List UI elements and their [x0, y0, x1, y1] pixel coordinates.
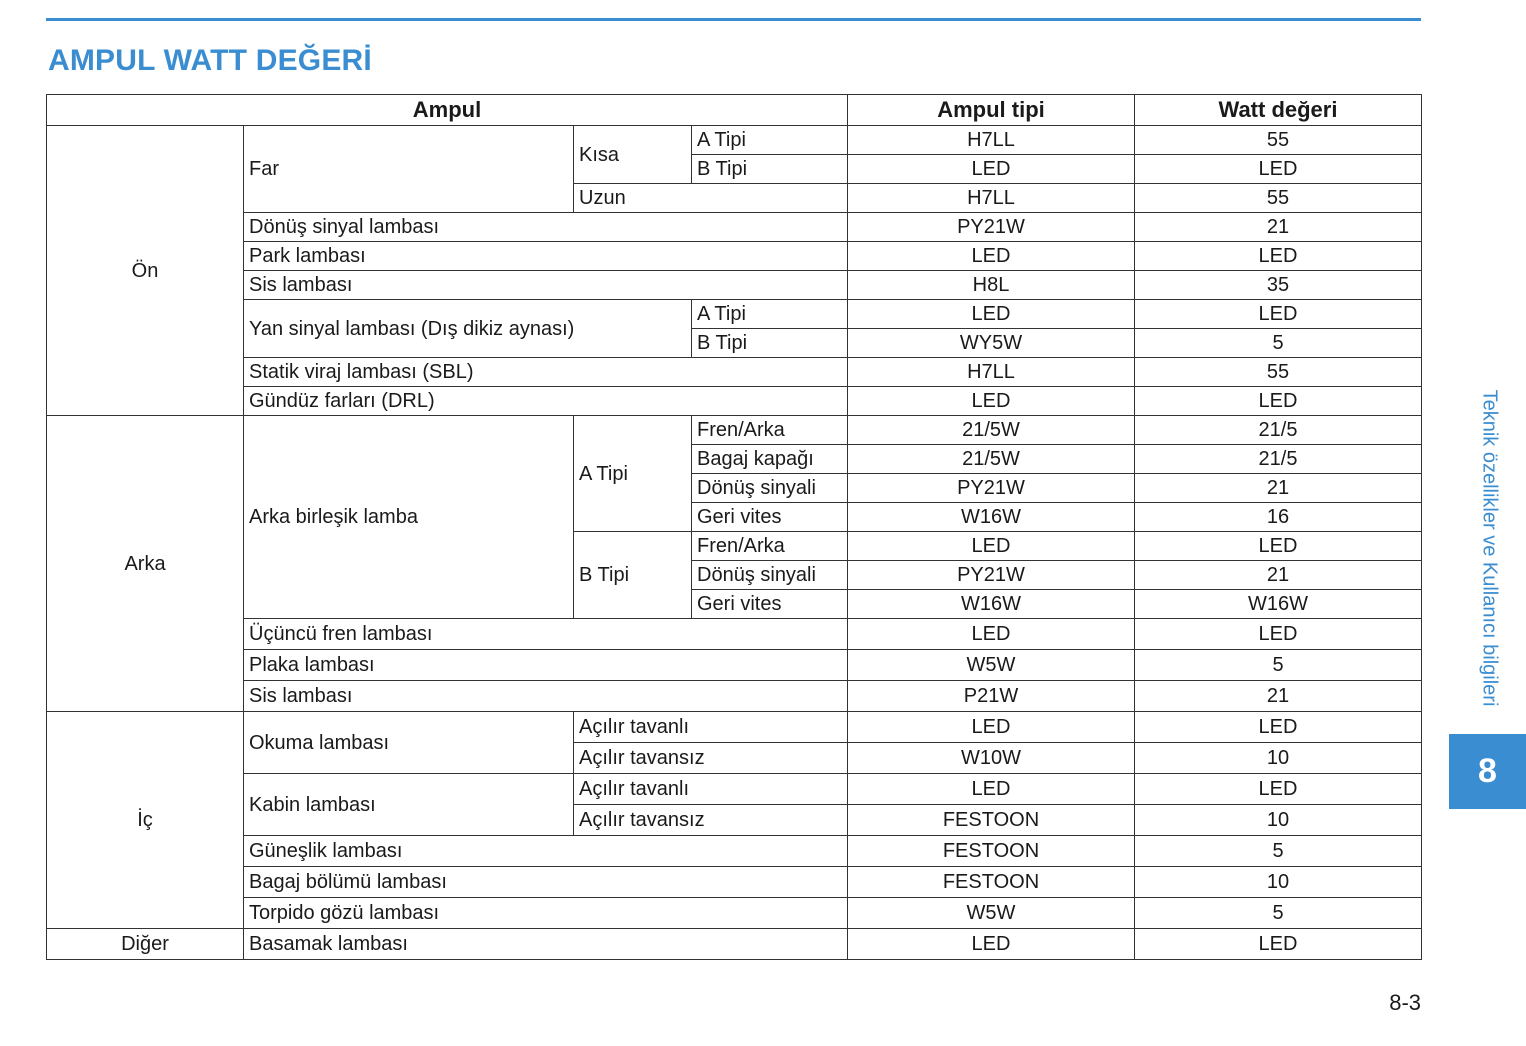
chapter-tab: 8 — [1449, 734, 1526, 809]
watt-cell: LED — [1135, 242, 1422, 271]
watt-cell: 21 — [1135, 213, 1422, 242]
bagaj-bolumu-label: Bagaj bölümü lambası — [244, 867, 848, 898]
page-number: 8-3 — [1389, 990, 1421, 1015]
bulb-type-cell: LED — [848, 300, 1135, 329]
bulb-type-cell: PY21W — [848, 474, 1135, 503]
header-ampul-tipi: Ampul tipi — [848, 95, 1135, 126]
bulb-type-cell: H8L — [848, 271, 1135, 300]
table-row — [47, 681, 1422, 712]
bulb-type-cell: FESTOON — [848, 805, 1135, 836]
table-row — [47, 416, 1422, 445]
watt-cell: 21 — [1135, 474, 1422, 503]
fren-arka-label: Fren/Arka — [692, 532, 848, 561]
bulb-type-cell: PY21W — [848, 213, 1135, 242]
table-header-row — [47, 95, 1422, 126]
watt-cell: LED — [1135, 532, 1422, 561]
table-row — [47, 774, 1422, 805]
group-diger: Diğer — [47, 929, 244, 960]
geri-vites-label: Geri vites — [692, 503, 848, 532]
a-tipi-label: A Tipi — [692, 300, 848, 329]
bulb-type-cell: H7LL — [848, 184, 1135, 213]
watt-cell: LED — [1135, 712, 1422, 743]
acilir-tavansiz-label: Açılır tavansız — [574, 743, 848, 774]
donus-sinyal-label: Dönüş sinyal lambası — [244, 213, 848, 242]
bulb-type-cell: W16W — [848, 590, 1135, 619]
park-lambasi-label: Park lambası — [244, 242, 848, 271]
far-label: Far — [244, 126, 574, 213]
bulb-type-cell: H7LL — [848, 126, 1135, 155]
table-row — [47, 836, 1422, 867]
uzun-label: Uzun — [574, 184, 848, 213]
a-tipi-label: A Tipi — [574, 416, 692, 532]
group-arka: Arka — [47, 416, 244, 712]
arka-birlesik-label: Arka birleşik lamba — [244, 416, 574, 619]
watt-cell: LED — [1135, 929, 1422, 960]
watt-cell: 55 — [1135, 184, 1422, 213]
bulb-type-cell: 21/5W — [848, 445, 1135, 474]
watt-cell: 16 — [1135, 503, 1422, 532]
watt-cell: 5 — [1135, 650, 1422, 681]
watt-cell: LED — [1135, 619, 1422, 650]
donus-sinyali-label: Dönüş sinyali — [692, 474, 848, 503]
bulb-type-cell: W16W — [848, 503, 1135, 532]
bulb-type-cell: W5W — [848, 650, 1135, 681]
geri-vites-label: Geri vites — [692, 590, 848, 619]
yan-sinyal-label: Yan sinyal lambası (Dış dikiz aynası) — [244, 300, 692, 358]
table-row — [47, 300, 1422, 329]
watt-cell: LED — [1135, 155, 1422, 184]
table-row — [47, 929, 1422, 960]
side-section-label: Teknik özellikler ve Kullanıcı bilgileri — [1478, 389, 1501, 707]
bulb-type-cell: FESTOON — [848, 867, 1135, 898]
top-rule — [46, 18, 1421, 21]
watt-cell: 10 — [1135, 743, 1422, 774]
table-row — [47, 213, 1422, 242]
table-row — [47, 650, 1422, 681]
table-row — [47, 898, 1422, 929]
header-watt: Watt değeri — [1135, 95, 1422, 126]
statik-viraj-label: Statik viraj lambası (SBL) — [244, 358, 848, 387]
watt-cell: 10 — [1135, 867, 1422, 898]
bulb-type-cell: W5W — [848, 898, 1135, 929]
watt-cell: 21 — [1135, 561, 1422, 590]
group-on: Ön — [47, 126, 244, 416]
bulb-type-cell: H7LL — [848, 358, 1135, 387]
sis-lambasi-label: Sis lambası — [244, 271, 848, 300]
table-row — [47, 358, 1422, 387]
bulb-type-cell: LED — [848, 774, 1135, 805]
table-row — [47, 619, 1422, 650]
table-row — [47, 712, 1422, 743]
bulb-type-cell: PY21W — [848, 561, 1135, 590]
bulb-type-cell: LED — [848, 929, 1135, 960]
page-title: AMPUL WATT DEĞERİ — [48, 44, 372, 77]
watt-cell: 21/5 — [1135, 416, 1422, 445]
header-ampul: Ampul — [47, 95, 848, 126]
bulb-type-cell: P21W — [848, 681, 1135, 712]
bulb-type-cell: FESTOON — [848, 836, 1135, 867]
table-row — [47, 867, 1422, 898]
sis-lambasi-label: Sis lambası — [244, 681, 848, 712]
basamak-lambasi-label: Basamak lambası — [244, 929, 848, 960]
watt-cell: 55 — [1135, 126, 1422, 155]
table-row — [47, 126, 1422, 155]
plaka-lambasi-label: Plaka lambası — [244, 650, 848, 681]
watt-cell: 21/5 — [1135, 445, 1422, 474]
watt-cell: LED — [1135, 300, 1422, 329]
watt-cell: 55 — [1135, 358, 1422, 387]
bulb-type-cell: LED — [848, 532, 1135, 561]
bulb-type-cell: LED — [848, 712, 1135, 743]
watt-cell: 10 — [1135, 805, 1422, 836]
watt-cell: W16W — [1135, 590, 1422, 619]
watt-cell: 5 — [1135, 836, 1422, 867]
bulb-type-cell: 21/5W — [848, 416, 1135, 445]
b-tipi-label: B Tipi — [574, 532, 692, 619]
acilir-tavanli-label: Açılır tavanlı — [574, 774, 848, 805]
kabin-lambasi-label: Kabin lambası — [244, 774, 574, 836]
watt-cell: 35 — [1135, 271, 1422, 300]
b-tipi-label: B Tipi — [692, 329, 848, 358]
fren-arka-label: Fren/Arka — [692, 416, 848, 445]
acilir-tavansiz-label: Açılır tavansız — [574, 805, 848, 836]
watt-cell: 5 — [1135, 898, 1422, 929]
torpido-gozu-label: Torpido gözü lambası — [244, 898, 848, 929]
guneslik-lambasi-label: Güneşlik lambası — [244, 836, 848, 867]
bulb-type-cell: LED — [848, 387, 1135, 416]
acilir-tavanli-label: Açılır tavanlı — [574, 712, 848, 743]
ucuncu-fren-label: Üçüncü fren lambası — [244, 619, 848, 650]
b-tipi-label: B Tipi — [692, 155, 848, 184]
bulb-type-cell: LED — [848, 242, 1135, 271]
okuma-lambasi-label: Okuma lambası — [244, 712, 574, 774]
table-row — [47, 242, 1422, 271]
watt-cell: 5 — [1135, 329, 1422, 358]
table-row — [47, 271, 1422, 300]
a-tipi-label: A Tipi — [692, 126, 848, 155]
kisa-label: Kısa — [574, 126, 692, 184]
group-ic: İç — [47, 712, 244, 929]
bulb-type-cell: W10W — [848, 743, 1135, 774]
bulb-type-cell: LED — [848, 619, 1135, 650]
gunduz-farlari-label: Gündüz farları (DRL) — [244, 387, 848, 416]
table-row — [47, 387, 1422, 416]
bulb-wattage-table — [46, 94, 1422, 960]
watt-cell: LED — [1135, 387, 1422, 416]
bagaj-kapagi-label: Bagaj kapağı — [692, 445, 848, 474]
bulb-type-cell: LED — [848, 155, 1135, 184]
donus-sinyali-label: Dönüş sinyali — [692, 561, 848, 590]
watt-cell: 21 — [1135, 681, 1422, 712]
bulb-type-cell: WY5W — [848, 329, 1135, 358]
watt-cell: LED — [1135, 774, 1422, 805]
